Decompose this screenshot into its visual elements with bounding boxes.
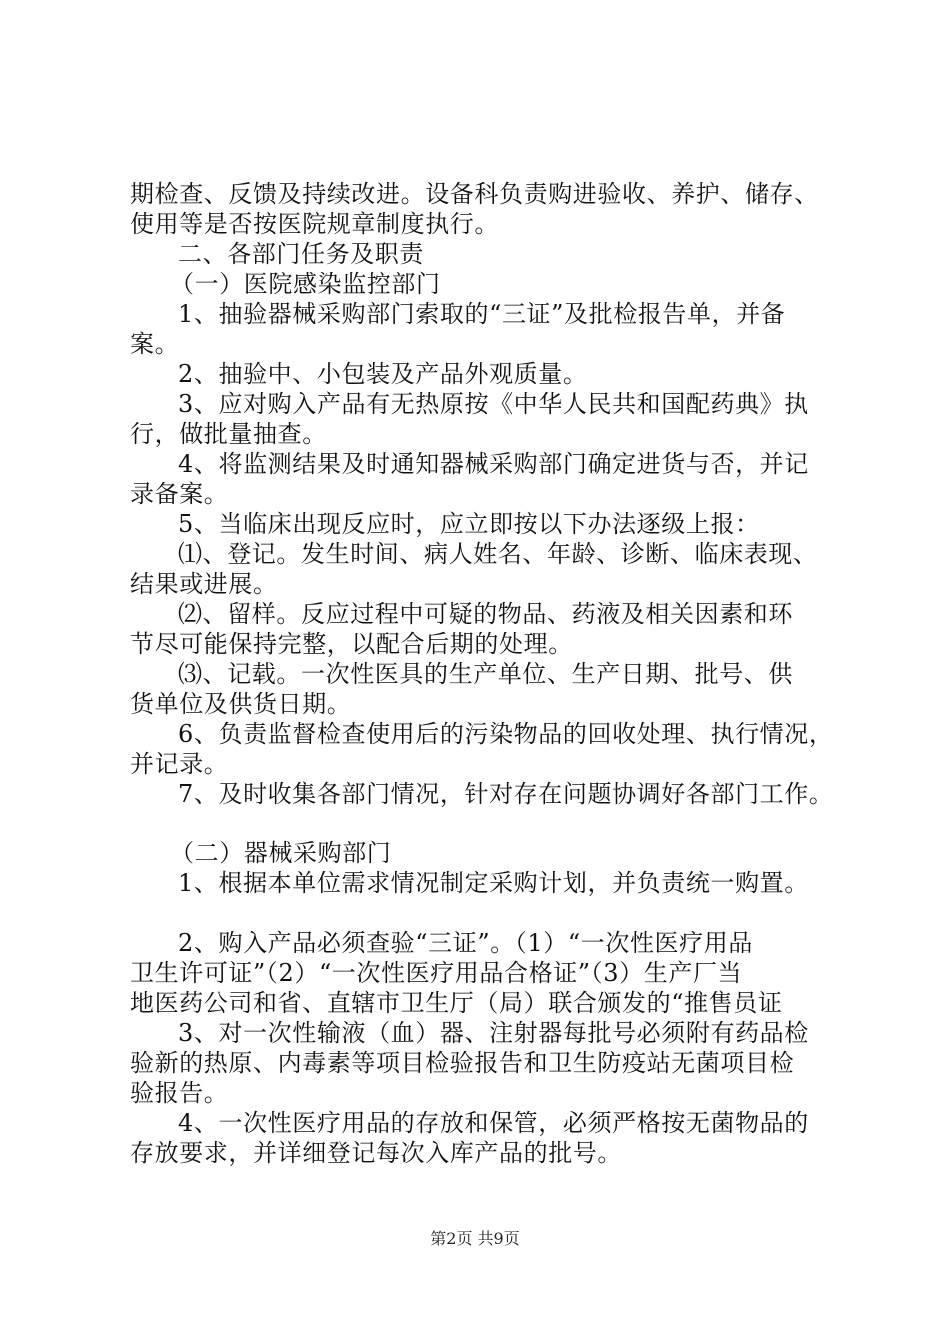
text-line: 货单位及供货日期。 [130, 690, 352, 718]
text-line: 验新的热原、内毒素等项目检验报告和卫生防疫站无菌项目检 [130, 1049, 795, 1077]
text-line: 使用等是否按医院规章制度执行。 [130, 210, 499, 238]
text-line: 行，做批量抽查。 [130, 420, 327, 448]
text-line: 2、购入产品必须查验“三证”。（1）“一次性医疗用品 [178, 929, 753, 957]
text-line: 节尽可能保持完整，以配合后期的处理。 [130, 630, 573, 658]
text-line: 6、负责监督检查使用后的污染物品的回收处理、执行情况， [178, 720, 834, 748]
text-line: 录备案。 [130, 480, 229, 508]
text-line: 7、及时收集各部门情况，针对存在问题协调好各部门工作。 [178, 780, 834, 808]
text-line: 1、抽验器械采购部门索取的“三证”及批检报告单，并备 [178, 300, 786, 328]
text-line: 存放要求，并详细登记每次入库产品的批号。 [130, 1139, 622, 1167]
text-line: 并记录。 [130, 750, 229, 778]
text-line: 地医药公司和省、直辖市卫生厅（局）联合颁发的“推售员证 [130, 989, 783, 1017]
text-line: ⑵、留样。反应过程中可疑的物品、药液及相关因素和环 [178, 600, 793, 628]
text-line: ⑶、记载。一次性医具的生产单位、生产日期、批号、供 [178, 660, 793, 688]
text-line: 1、根据本单位需求情况制定采购计划，并负责统一购置。 [178, 869, 809, 897]
text-line: 3、应对购入产品有无热原按《中华人民共和国配药典》执 [178, 390, 809, 418]
text-line: ⑴、登记。发生时间、病人姓名、年龄、诊断、临床表现、 [178, 540, 818, 568]
text-line: 期检查、反馈及持续改进。设备科负责购进验收、养护、储存、 [130, 180, 819, 208]
subsection-heading: （二）器械采购部门 [170, 839, 392, 867]
text-line: 结果或进展。 [130, 570, 278, 598]
text-line: 验报告。 [130, 1079, 229, 1107]
text-line: 卫生许可证”（2）“一次性医疗用品合格证”（3）生产厂当 [130, 959, 743, 987]
text-line: 5、当临床出现反应时，应立即按以下办法逐级上报： [178, 510, 760, 538]
section-heading: 二、各部门任务及职责 [178, 240, 424, 268]
text-line: 案。 [130, 330, 180, 358]
page-footer: 第2页 共9页 [430, 1229, 520, 1248]
text-line: 4、将监测结果及时通知器械采购部门确定进货与否，并记 [178, 450, 809, 478]
text-line: 4、一次性医疗用品的存放和保管，必须严格按无菌物品的 [178, 1109, 809, 1137]
subsection-heading: （一）医院感染监控部门 [170, 270, 441, 298]
text-line: 3、对一次性输液（血）器、注射器每批号必须附有药品检 [178, 1019, 809, 1047]
text-line: 2、抽验中、小包装及产品外观质量。 [178, 360, 588, 388]
